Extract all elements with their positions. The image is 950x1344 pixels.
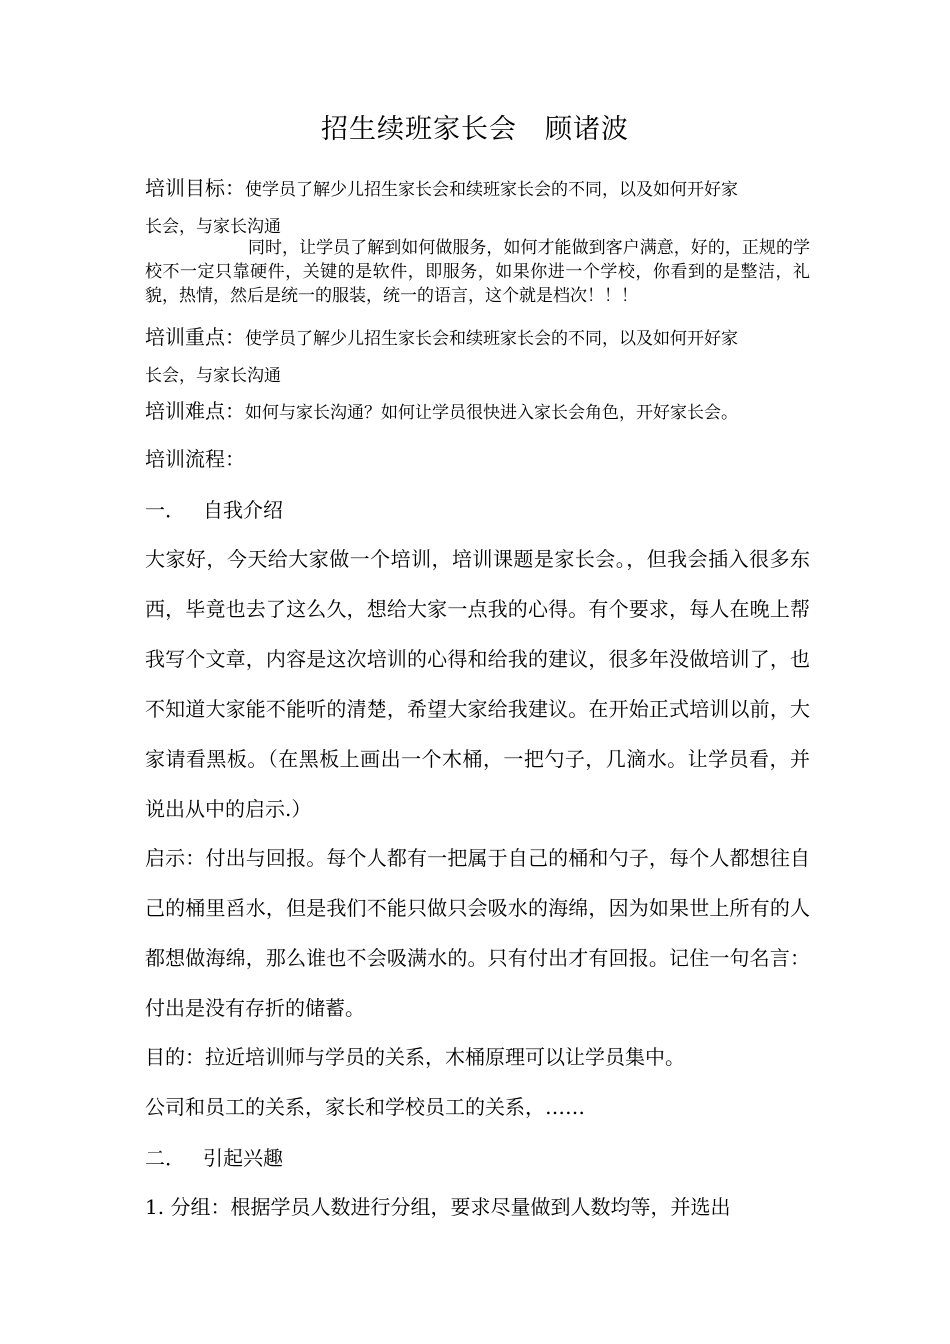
section-1-paragraph-insight: 启示：付出与回报。每个人都有一把属于自己的桶和勺子，每个人都想往自己的桶里舀水，但是我们不能只做只会吸水的海绵，因为如果世上所有的人都想做海绵，那么谁也不会吸满水的。只有付出才有回报。记住一句名言：付出是没有存折的储蓄。 — [145, 846, 810, 1020]
training-goal-text: 使学员了解少儿招生家长会和续班家长会的不同，以及如何开好家 — [245, 180, 738, 200]
training-process-label: 培训流程： — [145, 447, 245, 471]
training-difficulty-text: 如何与家长沟通？如何让学员很快进入家长会角色，开好家长会。 — [245, 403, 738, 423]
training-goal-paragraph: 同时，让学员了解到如何做服务，如何才能做到客户满意，好的，正规的学校不一定只靠硬件，关键的是软件，即服务，如果你进一个学校，你看到的是整洁，礼貌，热情，然后是统一的服装，统一的语言，这个就是档次！！！ — [145, 238, 810, 306]
training-focus-text-cont: 长会，与家长沟通 — [145, 366, 281, 386]
training-focus-text: 使学员了解少儿招生家长会和续班家长会的不同，以及如何开好家 — [245, 329, 738, 349]
document-title: 招生续班家长会 顾诸波 — [321, 114, 629, 145]
training-goal-label: 培训目标： — [145, 176, 245, 200]
training-focus-label: 培训重点： — [145, 325, 245, 349]
section-1-number: 一． — [145, 498, 185, 522]
section-1-paragraph-purpose: 目的：拉近培训师与学员的关系，木桶原理可以让学员集中。 — [145, 1045, 685, 1069]
section-2-title: 引起兴趣 — [203, 1146, 283, 1170]
training-difficulty-section — [145, 393, 810, 432]
training-focus-section — [145, 319, 810, 395]
section-1-paragraph-intro: 大家好，今天给大家做一个培训，培训课题是家长会。，但我会插入很多东西，毕竟也去了这么久，想给大家一点我的心得。有个要求，每人在晚上帮我写个文章，内容是这次培训的心得和给我的建议，很多年没做培训了，也不知道大家能不能听的清楚，希望大家给我建议。在开始正式培训以前，大家请看黑板。（在黑板上画出一个木桶，一把勺子，几滴水。让学员看，并说出从中的启示.） — [145, 547, 810, 821]
section-1-heading — [145, 490, 810, 530]
section-2-heading — [145, 1138, 810, 1178]
section-1-title: 自我介绍 — [203, 498, 283, 522]
training-goal-section — [145, 170, 810, 246]
training-difficulty-label: 培训难点： — [145, 399, 245, 423]
section-2-number: 二． — [145, 1146, 185, 1170]
section-1-paragraph-relations: 公司和员工的关系，家长和学校员工的关系，…… — [145, 1095, 585, 1119]
training-goal-text-cont: 长会，与家长沟通 — [145, 217, 281, 237]
section-2-item-1: 1. 分组：根据学员人数进行分组，要求尽量做到人数均等，并选出 — [145, 1195, 731, 1219]
